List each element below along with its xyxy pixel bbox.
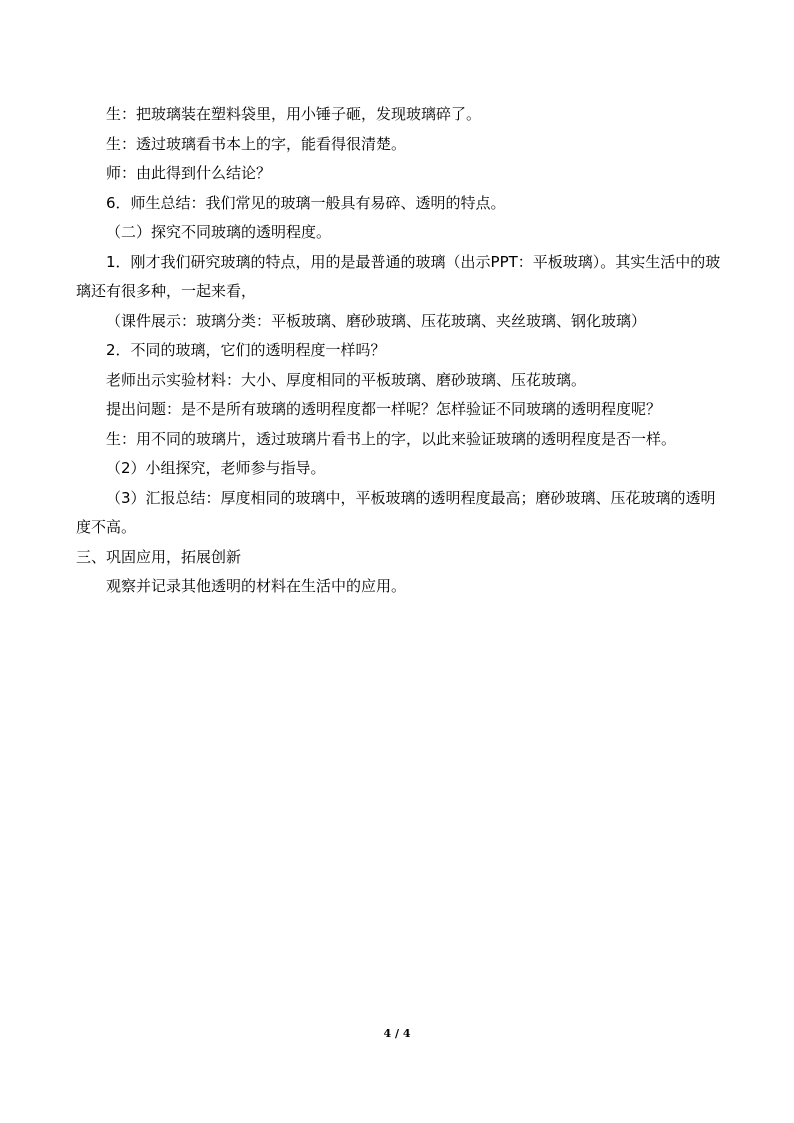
paragraph-student-smash-glass: 生：把玻璃装在塑料袋里，用小锤子砸，发现玻璃碎了。	[106, 105, 482, 123]
paragraph-student-method: 生：用不同的玻璃片，透过玻璃片看书上的字，以此来验证玻璃的透明程度是否一样。	[106, 429, 677, 448]
paragraph-section-two-heading: （二）探究不同玻璃的透明程度。	[106, 223, 332, 241]
paragraph-summary-6: 6．师生总结：我们常见的玻璃一般具有易碎、透明的特点。	[106, 193, 506, 212]
paragraph-question: 提出问题：是不是所有玻璃的透明程度都一样呢？怎样验证不同玻璃的透明程度呢？	[106, 400, 662, 418]
paragraph-courseware-display: （课件展示：玻璃分类：平板玻璃、磨砂玻璃、压花玻璃、夹丝玻璃、钢化玻璃）	[106, 311, 647, 330]
paragraph-teacher-question: 师：由此得到什么结论？	[106, 164, 272, 182]
paragraph-group-explore: （2）小组探究，老师参与指导。	[106, 459, 326, 477]
paragraph-section-three-heading: 三、巩固应用，拓展创新	[76, 547, 242, 566]
paragraph-item-1: 1．刚才我们研究玻璃的特点，用的是最普通的玻璃（出示PPT：平板玻璃）。其实生活中的玻璃还有很多种，一起来看，	[76, 252, 721, 300]
paragraph-materials: 老师出示实验材料：大小、厚度相同的平板玻璃、磨砂玻璃、压花玻璃。	[106, 370, 587, 389]
paragraph-observe-record: 观察并记录其他透明的材料在生活中的应用。	[106, 577, 407, 595]
paragraph-item-2: 2．不同的玻璃，它们的透明程度一样吗？	[106, 341, 386, 359]
document-body	[76, 100, 726, 602]
paragraph-student-read-through-glass: 生：透过玻璃看书本上的字，能看得很清楚。	[106, 134, 407, 153]
page-number: 4 / 4	[383, 1027, 411, 1040]
paragraph-report-summary: （3）汇报总结：厚度相同的玻璃中，平板玻璃的透明程度最高；磨砂玻璃、压花玻璃的透明度不高。	[76, 488, 716, 536]
